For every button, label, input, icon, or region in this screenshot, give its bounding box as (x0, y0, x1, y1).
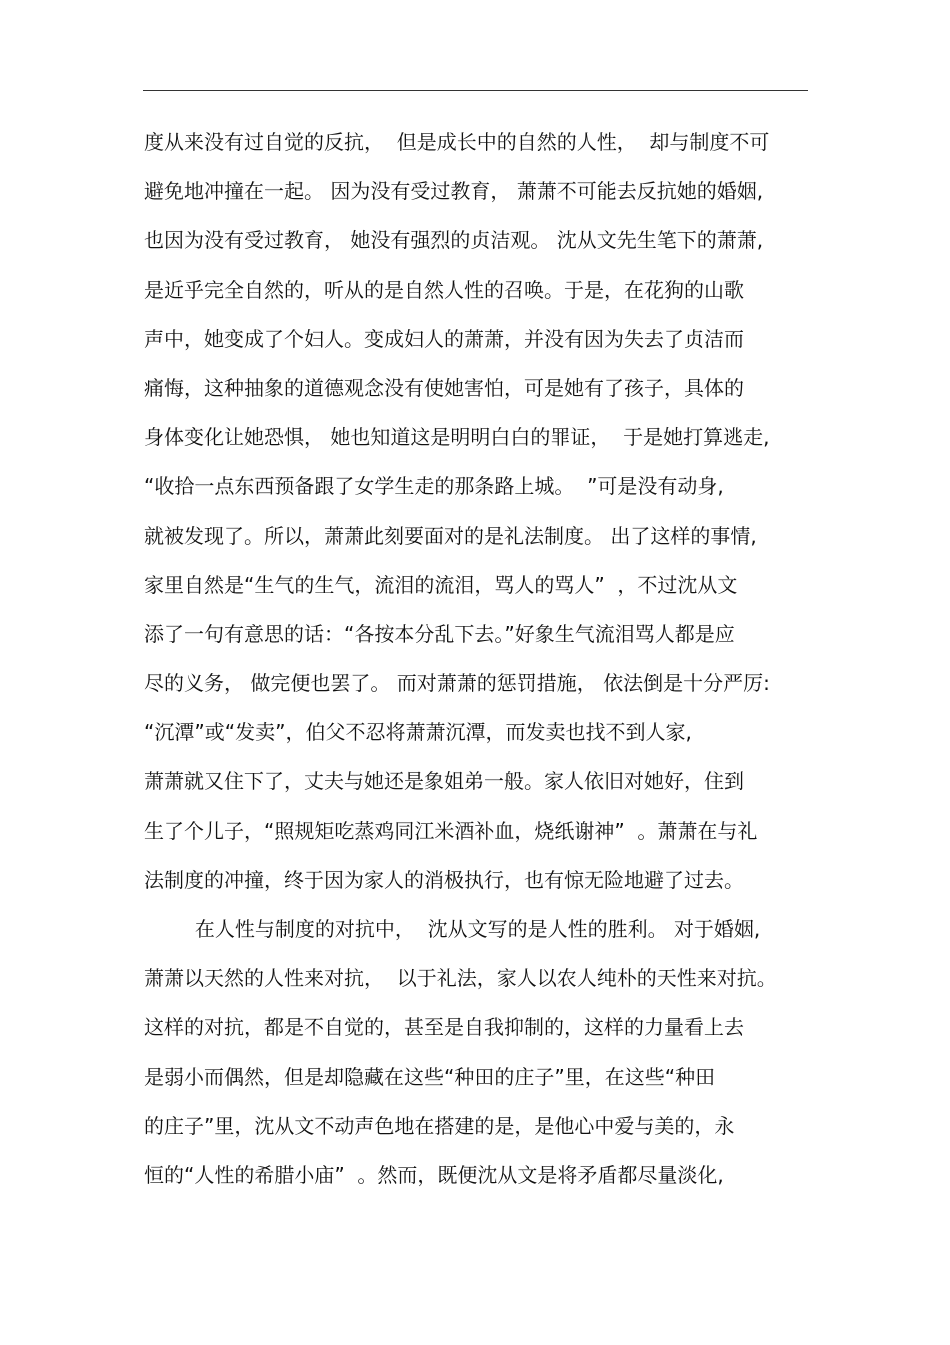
text-line: 萧萧就又住下了，丈夫与她还是象姐弟一般。家人依旧对她好，住到 (144, 769, 744, 794)
text-line: 添了一句有意思的话：“各按本分乱下去。”好象生气流泪骂人都是应 (144, 621, 735, 646)
text-line: 度从来没有过自觉的反抗， 但是成长中的自然的人性， 却与制度不可 (144, 130, 770, 154)
text-line: 这样的对抗，都是不自觉的，甚至是自我抑制的，这样的力量看上去 (144, 1015, 744, 1040)
text-line: 萧萧以天然的人性来对抗， 以于礼法，家人以农人纯朴的天性来对抗。 (144, 966, 777, 991)
text-line: 恒的“人性的希腊小庙” 。然而，既便沈从文是将矛盾都尽量淡化, (144, 1162, 724, 1187)
text-line: 家里自然是“生气的生气，流泪的流泪，骂人的骂人” ，不过沈从文 (144, 572, 738, 597)
text-line: 痛悔，这种抽象的道德观念没有使她害怕，可是她有了孩子，具体的 (144, 375, 744, 400)
text-line: 法制度的冲撞，终于因为家人的消极执行，也有惊无险地避了过去。 (144, 867, 744, 892)
body-text (144, 118, 814, 1200)
header-rule (143, 90, 808, 91)
text-line: 声中，她变成了个妇人。变成妇人的萧萧，并没有因为失去了贞洁而 (144, 326, 744, 351)
text-line: 就被发现了。所以，萧萧此刻要面对的是礼法制度。 出了这样的事情, (144, 523, 757, 548)
text-line: 避免地冲撞在一起。 因为没有受过教育， 萧萧不可能去反抗她的婚姻, (144, 179, 764, 204)
text-line: “收拾一点东西预备跟了女学生走的那条路上城。 ”可是没有动身, (144, 474, 724, 499)
text-line: 是弱小而偶然，但是却隐藏在这些“种田的庄子”里，在这些“种田 (144, 1064, 716, 1089)
text-line: 身体变化让她恐惧， 她也知道这是明明白白的罪证， 于是她打算逃走, (144, 425, 770, 450)
text-line: 生了个儿子，“照规矩吃蒸鸡同江米酒补血，烧纸谢神” 。萧萧在与礼 (144, 818, 758, 843)
text-line: 的庄子”里，沈从文不动声色地在搭建的是，是他心中爱与美的，永 (144, 1113, 735, 1138)
text-line: 也因为没有受过教育， 她没有强烈的贞洁观。 沈从文先生笔下的萧萧, (144, 228, 764, 253)
text-line: 尽的义务， 做完便也罢了。 而对萧萧的惩罚措施， 依法倒是十分严厉: (144, 671, 770, 696)
paragraph-first-line: 在人性与制度的对抗中， 沈从文写的是人性的胜利。 对于婚姻, (144, 917, 761, 941)
text-line: 是近乎完全自然的，听从的是自然人性的召唤。于是，在花狗的山歌 (144, 277, 744, 302)
text-line: “沉潭”或“发卖”，伯父不忍将萧萧沉潭，而发卖也找不到人家, (144, 720, 692, 745)
